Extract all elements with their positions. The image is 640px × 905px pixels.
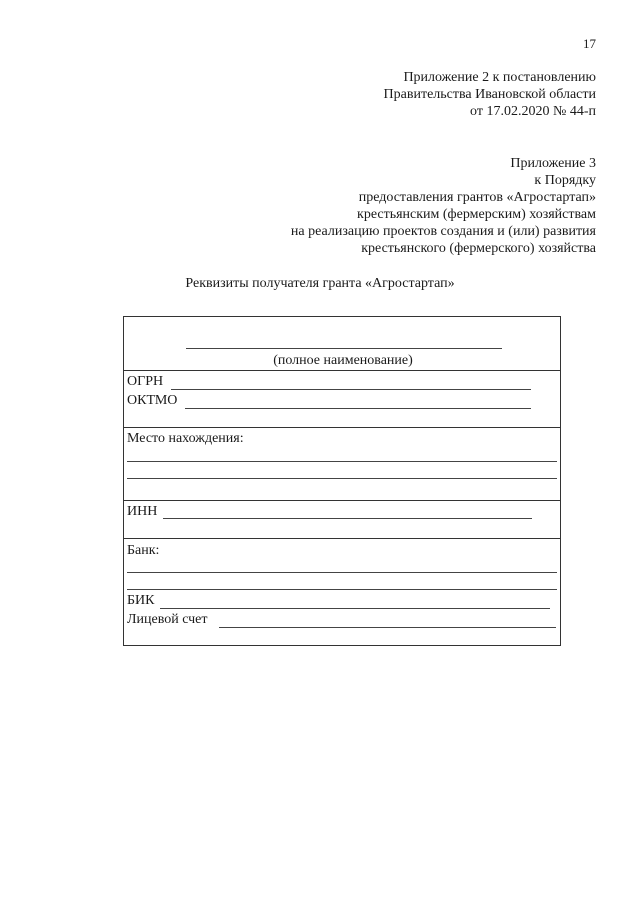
appendix-2-header	[384, 69, 596, 120]
full-name-caption: (полное наименование)	[273, 353, 413, 368]
appendix-3-line: предоставления грантов «Агростартап»	[358, 190, 596, 205]
appendix-3-line: крестьянского (фермерского) хозяйства	[361, 241, 596, 256]
account-field[interactable]	[219, 627, 556, 628]
appendix-3-line: на реализацию проектов создания и (или) развития	[290, 224, 596, 239]
oktmo-field[interactable]	[185, 408, 531, 409]
bank-field-line-1[interactable]	[127, 572, 557, 573]
appendix-2-line: Приложение 2 к постановлению	[403, 70, 596, 85]
ogrn-label: ОГРН	[127, 374, 164, 389]
row-divider	[124, 370, 560, 371]
ogrn-field[interactable]	[171, 389, 531, 390]
location-field-line-2[interactable]	[127, 478, 557, 479]
row-divider	[124, 538, 560, 539]
account-label: Лицевой счет	[127, 612, 208, 627]
bik-field[interactable]	[160, 608, 550, 609]
row-divider	[124, 500, 560, 501]
appendix-3-header	[291, 155, 596, 257]
bank-label: Банк:	[127, 543, 160, 558]
appendix-2-line: Правительства Ивановской области	[383, 87, 596, 102]
appendix-2-line: от 17.02.2020 № 44-п	[470, 104, 596, 119]
inn-field[interactable]	[163, 518, 532, 519]
appendix-3-line: к Порядку	[534, 173, 596, 188]
row-divider	[124, 427, 560, 428]
appendix-3-line: крестьянским (фермерским) хозяйствам	[357, 207, 596, 222]
location-label: Место нахождения:	[127, 431, 244, 446]
bank-field-line-2[interactable]	[127, 589, 557, 590]
oktmo-label: ОКТМО	[127, 393, 178, 408]
grantee-details-form	[123, 316, 561, 646]
full-name-field[interactable]	[186, 348, 502, 349]
page-number: 17	[583, 36, 596, 51]
bik-label: БИК	[127, 593, 155, 608]
document-title: Реквизиты получателя гранта «Агростартап»	[185, 276, 455, 291]
location-field-line-1[interactable]	[127, 461, 557, 462]
inn-label: ИНН	[127, 504, 158, 519]
appendix-3-line: Приложение 3	[510, 156, 596, 171]
